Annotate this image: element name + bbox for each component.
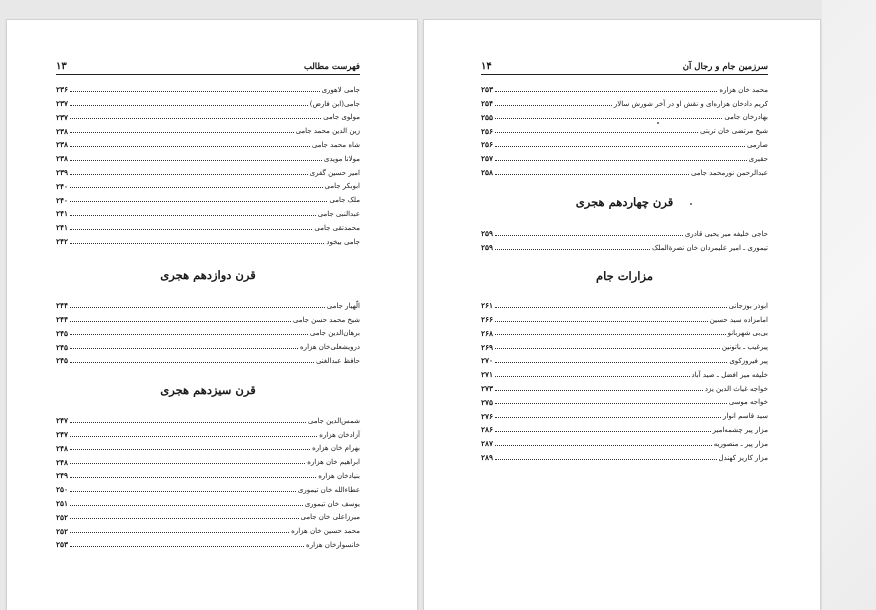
entry-title: درویشعلی‌خان هزاره [300,343,360,352]
section-heading: قرن چهاردهم هجری [575,195,674,209]
entry-title: خواجه غیاث الدین یزد [704,384,768,393]
toc-entry [481,238,768,252]
entry-page-number: ۲۸۹ [481,453,494,463]
entry-page-number: ۲۴۱ [56,209,69,219]
dot-leader [495,146,745,147]
dot-leader [495,249,650,250]
toc-entry [481,94,768,108]
entry-page-number: ۲۴۵ [56,328,69,338]
toc-entry [56,337,360,351]
toc-entry [56,411,360,425]
toc-entry [56,232,360,246]
page-13[interactable] [7,20,417,610]
entry-page-number: ۲۷۱ [481,370,494,380]
entry-page-number: ۲۴۴ [56,301,69,311]
entry-page-number: ۲۵۶ [481,126,494,136]
dot-leader [70,146,310,147]
entry-title: جامی لاهوری [321,85,360,94]
entry-title: بهرام خان هزاره [312,444,360,453]
toc-entry [481,149,768,163]
header-title: سرزمین جام و رجال آن [682,62,768,72]
entry-page-number: ۲۷۳ [481,384,494,394]
dot-leader [70,348,298,349]
dot-leader [495,431,711,432]
dot-leader [70,436,317,437]
entry-title: عطاءالله خان تیموری [297,485,360,494]
toc-entry [56,439,360,453]
entry-title: محمد حسین خان هزاره [291,527,360,536]
entry-title: پیر فیروزکوی [729,356,768,365]
entry-page-number: ۲۴۸ [56,457,69,467]
entry-title: حافظ عبدالغنی [315,356,360,365]
entry-title: شمس‌الدین جامی [307,416,360,425]
entry-title: خواجه موسی [728,398,768,407]
toc-list [481,224,768,252]
entry-page-number: ۲۴۴ [56,315,69,325]
dot-leader [495,362,727,363]
entry-page-number: ۲۵۰ [56,485,69,495]
dot-leader [70,334,308,335]
toc-entry [481,448,768,462]
toc-entry [56,204,360,218]
toc-entry [56,494,360,508]
dot-leader [70,243,324,244]
toc-entry [56,480,360,494]
entry-page-number: ۲۸۷ [481,439,494,449]
entry-title: خلیفه میر افضل ـ صید آباد [691,370,768,379]
toc-entry [481,80,768,94]
dot-leader [70,215,316,216]
toc-entry [481,379,768,393]
toc-entry [56,80,360,94]
dot-leader [70,91,319,92]
entry-page-number: ۲۴۷ [56,416,69,426]
toc-entry [56,452,360,466]
entry-page-number: ۲۴۷ [56,430,69,440]
toc-entry [481,163,768,177]
entry-page-number: ۲۵۳ [481,85,494,95]
running-header [481,56,768,75]
dot-leader [495,376,689,377]
entry-title: ابراهیم خان هزاره [307,458,360,467]
page-14[interactable] [424,20,820,610]
toc-entry [56,296,360,310]
toc-entry [481,135,768,149]
toc-entry [481,351,768,365]
toc-entry [481,337,768,351]
dot-leader [495,160,747,161]
entry-title: بی‌بی شهربانو [727,329,768,338]
dot-leader [70,449,310,450]
entry-title: صارمی [746,140,768,149]
dot-leader [70,307,325,308]
dot-leader [70,546,304,547]
entry-page-number: ۲۴۹ [56,471,69,481]
toc-entry [56,190,360,204]
toc-entry [56,535,360,549]
header-title: فهرست مطالب [303,62,360,72]
toc-entry [56,177,360,191]
toc-entry [56,121,360,135]
toc-entry [56,218,360,232]
dot-leader [70,518,298,519]
toc-entry [481,365,768,379]
entry-title: مزار پیر ـ منصوریه [713,439,768,448]
toc-entry [481,393,768,407]
toc-list [481,296,768,462]
entry-title: بنیادخان هزاره [318,471,360,480]
entry-page-number: ۲۳۷ [56,99,69,109]
dot-leader [70,362,314,363]
toc-entry [56,149,360,163]
dot-leader [495,445,712,446]
toc-entry [56,108,360,122]
toc-list [481,80,768,177]
page-number: ۱۳ [56,61,67,72]
entry-page-number: ۲۶۶ [481,315,494,325]
toc-list [56,80,360,246]
entry-title: جامی بیخود [326,237,360,246]
entry-title: تیموری ـ امیر علیمردان خان نصرةالملک [651,243,768,252]
dot-leader [70,229,312,230]
entry-title: ابوذر بوزجانی [728,301,768,310]
dot-leader [495,174,689,175]
entry-page-number: ۲۶۹ [481,342,494,352]
entry-title: مزار پیر چشمه‌امیر [712,425,768,434]
running-header [56,56,360,75]
entry-title: ابوبکر جامی [324,182,360,191]
entry-page-number: ۲۳۹ [56,168,69,178]
entry-page-number: ۲۴۱ [56,223,69,233]
entry-page-number: ۲۴۰ [56,195,69,205]
dot-leader [495,132,698,133]
toc-entry [56,310,360,324]
toc-entry [56,351,360,365]
entry-title: شیخ محمد حسن جامی [292,315,360,324]
entry-page-number: ۲۳۸ [56,154,69,164]
entry-title: خانسوارخان هزاره [306,540,360,549]
entry-page-number: ۲۵۹ [481,243,494,253]
dot-leader [70,187,322,188]
dot-leader [70,422,306,423]
dot-leader [70,105,308,106]
dot-leader [495,417,721,418]
entry-page-number: ۲۵۶ [481,140,494,150]
dot-leader [70,132,294,133]
dot-leader [70,160,322,161]
dot-leader [70,532,289,533]
toc-entry [481,310,768,324]
dot-leader [495,459,716,460]
dot-leader [495,118,722,119]
section-heading: مزارات جام [595,269,653,283]
viewer-background [822,0,876,610]
dot-leader [70,201,327,202]
entry-page-number: ۲۳۶ [56,85,69,95]
entry-title: جامی(ابن فارض) [309,99,360,108]
toc-entry [481,108,768,122]
section-heading: قرن دوازدهم هجری [160,268,256,282]
entry-page-number: ۲۵۵ [481,112,494,122]
toc-entry [481,324,768,338]
entry-page-number: ۲۵۹ [481,229,494,239]
entry-page-number: ۲۴۵ [56,342,69,352]
entry-title: ملک جامی [329,196,360,205]
dot-leader [70,463,305,464]
toc-entry [56,508,360,522]
toc-list [56,411,360,549]
entry-title: محمدتقی جامی [314,223,360,232]
entry-title: عبدالنبی جامی [317,209,360,218]
entry-title: کریم دادخان هزاره‌ای و نقش او در آخر شورش سالار [613,99,768,108]
dot-leader [495,403,727,404]
scan-speck [690,203,692,205]
entry-page-number: ۲۵۴ [481,99,494,109]
entry-title: سید قاسم انوار [723,412,768,421]
page-number: ۱۴ [481,61,492,72]
entry-page-number: ۲۵۲ [56,512,69,522]
section-heading: قرن سیزدهم هجری [160,383,256,397]
entry-page-number: ۲۳۸ [56,140,69,150]
dot-leader [70,491,296,492]
toc-entry [56,163,360,177]
entry-title: شیخ مرتضی خان تربتی [700,127,768,136]
entry-title: امامزاده سید حسین [709,315,768,324]
dot-leader [70,174,308,175]
toc-list [56,296,360,365]
toc-entry [56,94,360,108]
toc-entry [481,420,768,434]
entry-title: مولانا مویدی [323,154,360,163]
entry-page-number: ۲۵۸ [481,168,494,178]
toc-entry [481,296,768,310]
dot-leader [495,390,703,391]
entry-title: یوسف خان تیموری [304,499,360,508]
entry-page-number: ۲۷۰ [481,356,494,366]
toc-entry [56,466,360,480]
entry-title: آزادخان هزاره [319,430,360,439]
entry-page-number: ۲۴۸ [56,443,69,453]
toc-entry [56,425,360,439]
entry-title: شاه محمد جامی [311,140,360,149]
dot-leader [495,334,726,335]
entry-page-number: ۲۵۲ [56,526,69,536]
dot-leader [495,235,683,236]
dot-leader [495,321,708,322]
toc-entry [481,224,768,238]
entry-title: مولوی جامی [323,113,360,122]
entry-title: امیر حسین گفری [309,168,360,177]
entry-title: عبدالرحمن نورمحمد جامی [690,168,768,177]
toc-entry [481,121,768,135]
entry-page-number: ۲۴۰ [56,181,69,191]
dot-leader [495,91,717,92]
entry-title: بهادرخان جامی [724,113,768,122]
entry-title: برهان‌الدین جامی [309,329,360,338]
dot-leader [495,307,726,308]
entry-title: مزار کاریز کهندل [718,453,768,462]
dot-leader [495,105,612,106]
entry-page-number: ۲۵۷ [481,154,494,164]
toc-entry [56,135,360,149]
entry-title: حقیری [748,154,768,163]
entry-title: حاجی خلیفه میر یحیی قادری [684,229,768,238]
dot-leader [495,348,720,349]
toc-entry [481,406,768,420]
toc-entry [481,434,768,448]
entry-page-number: ۲۶۸ [481,328,494,338]
entry-title: محمد خان هزاره [719,85,768,94]
entry-page-number: ۲۵۳ [56,540,69,550]
dot-leader [70,118,321,119]
entry-page-number: ۲۵۱ [56,499,69,509]
dot-leader [70,477,316,478]
entry-page-number: ۲۷۵ [481,397,494,407]
entry-page-number: ۲۸۶ [481,425,494,435]
entry-page-number: ۲۴۵ [56,356,69,366]
dot-leader [70,505,303,506]
entry-title: پیرغیب ـ باتونین [721,343,768,352]
entry-title: زین الدین محمد جامی [295,127,360,136]
entry-title: الّهیار جامی [326,301,360,310]
entry-page-number: ۲۷۶ [481,411,494,421]
entry-page-number: ۲۴۲ [56,237,69,247]
entry-title: میرزاعلی خان جامی [300,513,360,522]
scan-speck [657,122,659,124]
dot-leader [70,321,291,322]
toc-entry [56,521,360,535]
entry-page-number: ۲۶۱ [481,301,494,311]
entry-page-number: ۲۳۷ [56,112,69,122]
entry-page-number: ۲۳۸ [56,126,69,136]
toc-entry [56,324,360,338]
